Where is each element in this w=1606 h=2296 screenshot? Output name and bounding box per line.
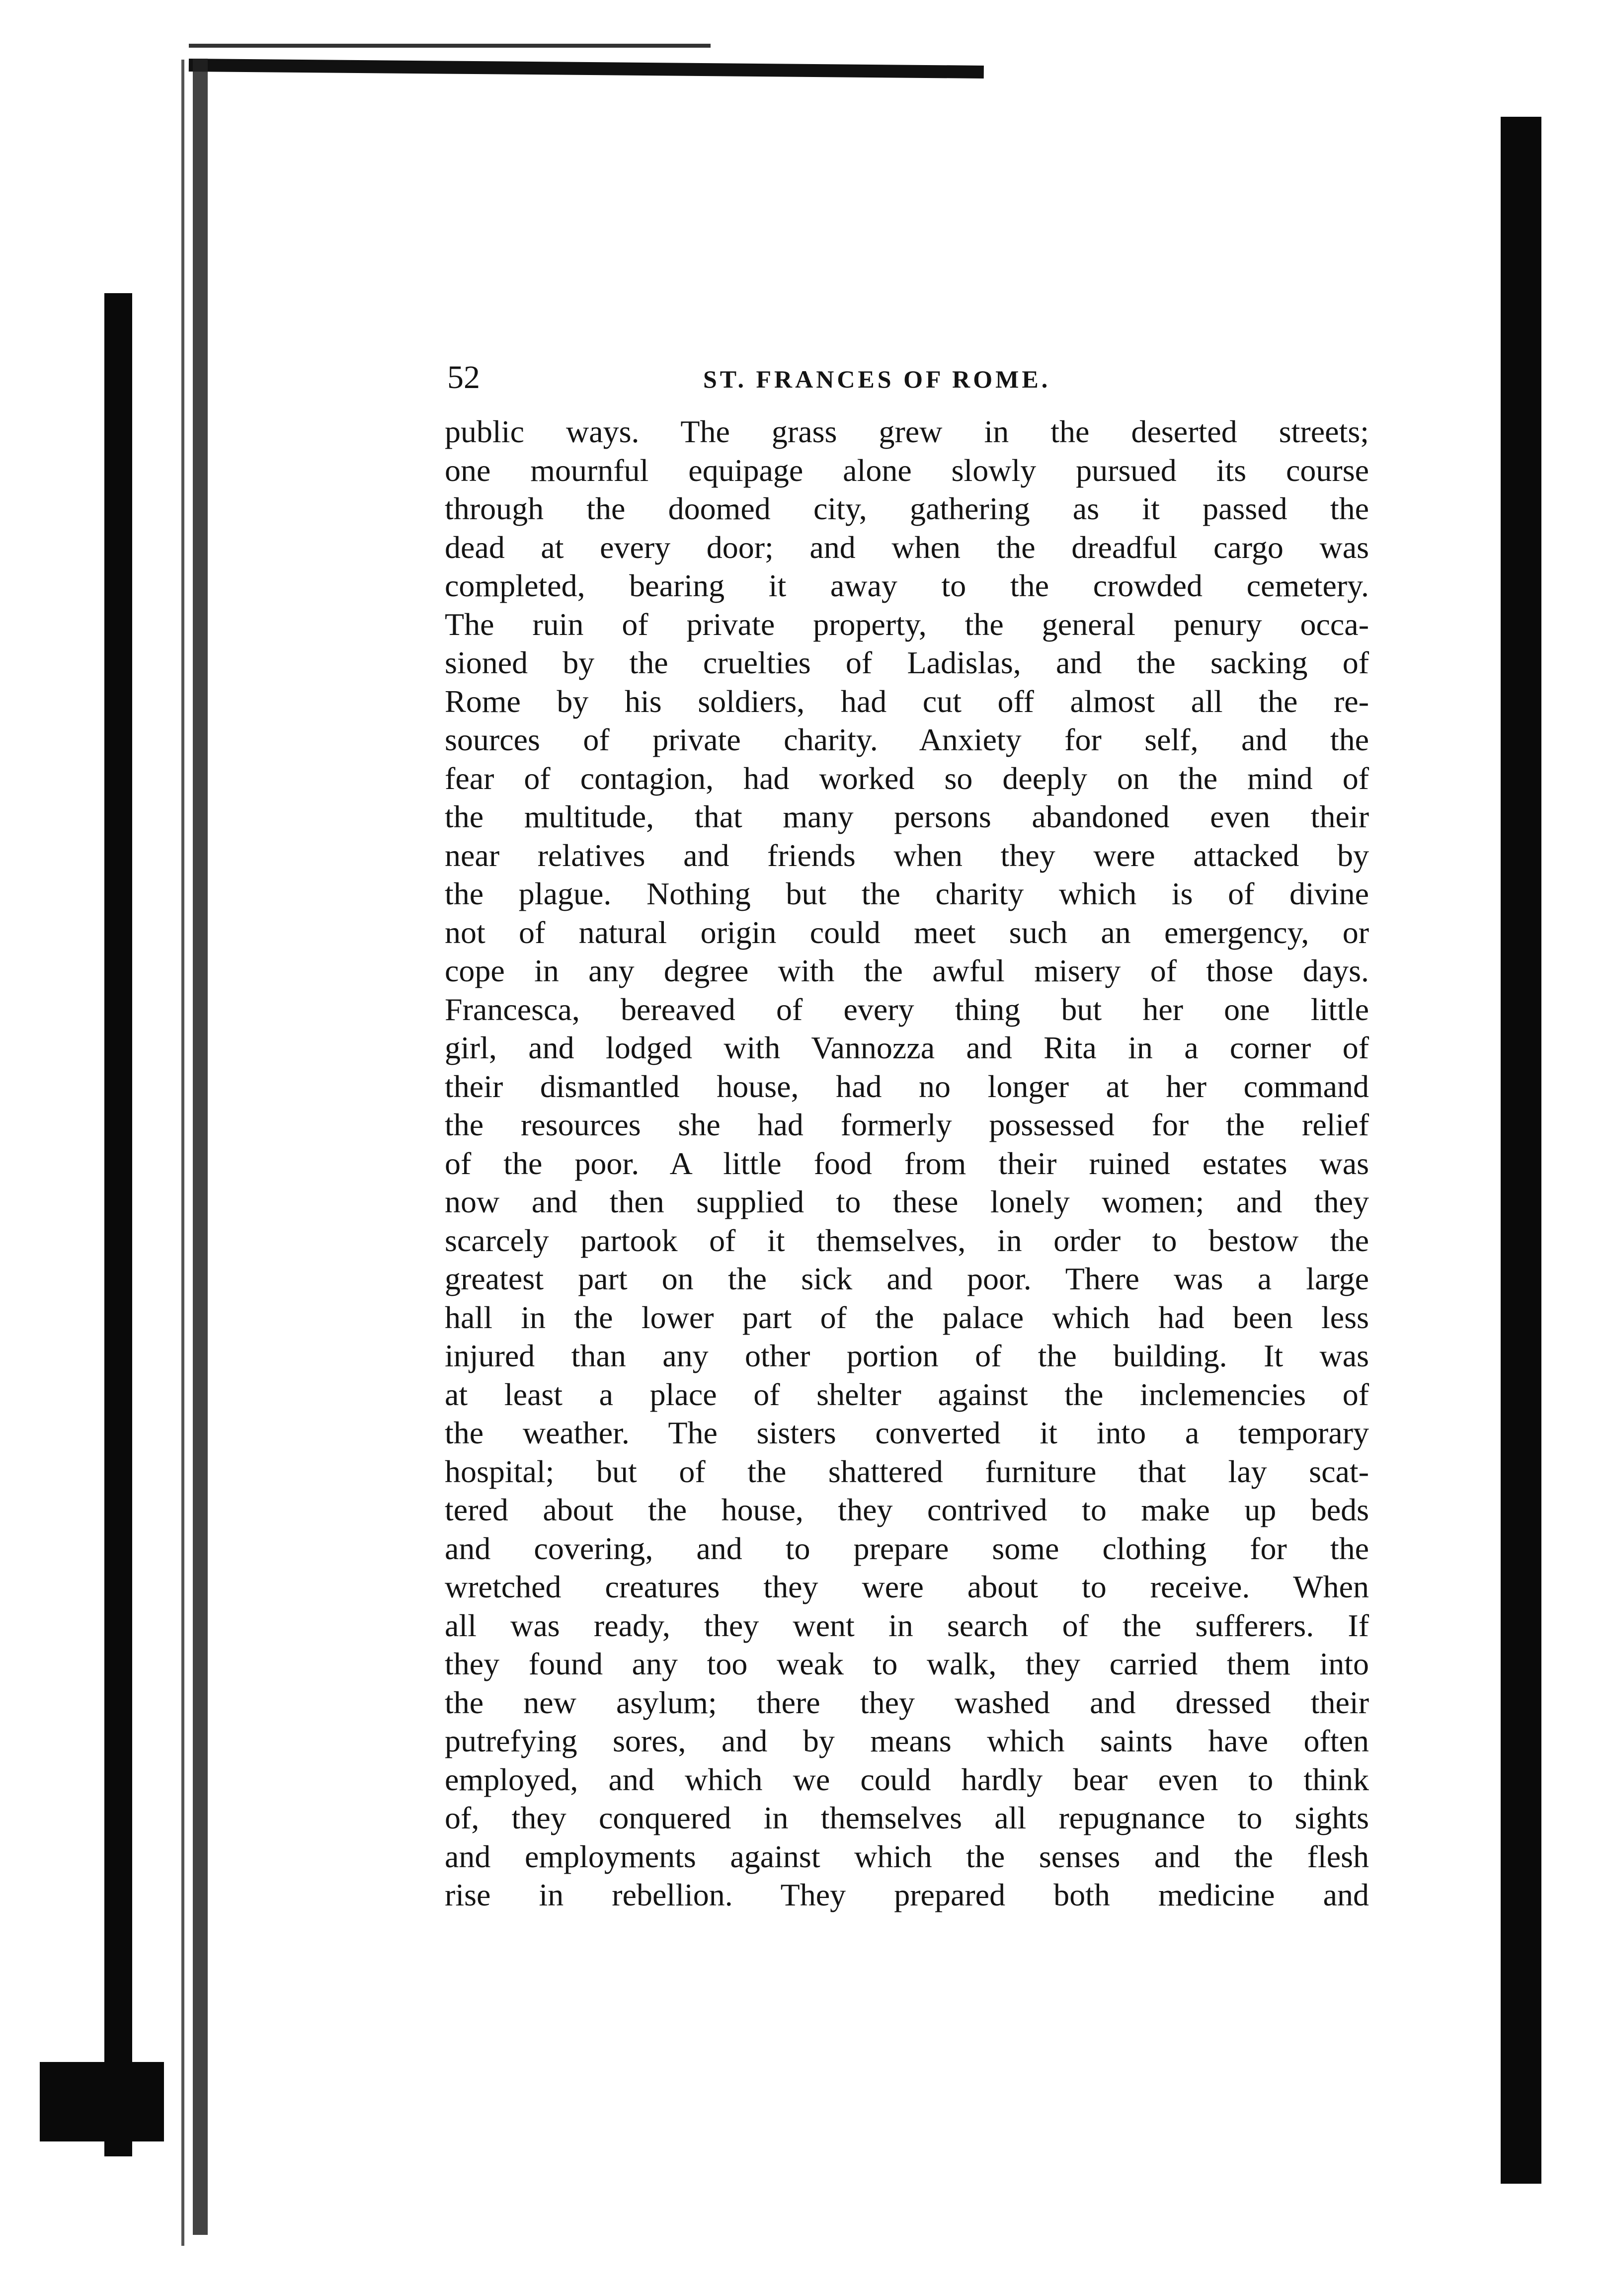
text-line: and covering, and to prepare some clothing for the bbox=[445, 1530, 1369, 1566]
text-line: completed, bearing it away to the crowded cemetery. bbox=[445, 568, 1369, 603]
text-line: Francesca, bereaved of every thing but her one little bbox=[445, 991, 1369, 1027]
text-line: sources of private charity. Anxiety for self, and the bbox=[445, 722, 1369, 757]
text-line: the plague. Nothing but the charity which is of divine bbox=[445, 876, 1369, 911]
text-line: they found any too weak to walk, they carried them into bbox=[445, 1646, 1369, 1681]
text-line: Rome by his soldiers, had cut off almost all the re- bbox=[445, 683, 1369, 719]
scan-left-margin-bar bbox=[104, 293, 132, 2156]
text-line: girl, and lodged with Vannozza and Rita in a corner of bbox=[445, 1030, 1369, 1065]
text-line: scarcely partook of it themselves, in order to bestow the bbox=[445, 1222, 1369, 1258]
text-line: rise in rebellion. They prepared both medicine and bbox=[445, 1877, 1369, 1912]
text-line: not of natural origin could meet such an emergency, or bbox=[445, 914, 1369, 950]
text-line: greatest part on the sick and poor. There was a large bbox=[445, 1261, 1369, 1296]
text-line: tered about the house, they contrived to make up beds bbox=[445, 1492, 1369, 1527]
text-line: employed, and which we could hardly bear even to think bbox=[445, 1761, 1369, 1797]
body-text bbox=[445, 412, 1369, 1914]
text-line: hall in the lower part of the palace which had been less bbox=[445, 1299, 1369, 1335]
text-line: their dismantled house, had no longer at her command bbox=[445, 1068, 1369, 1104]
text-line: fear of contagion, had worked so deeply on the mind of bbox=[445, 760, 1369, 796]
text-line: wretched creatures they were about to receive. When bbox=[445, 1569, 1369, 1604]
text-line: the resources she had formerly possessed for the relief bbox=[445, 1107, 1369, 1142]
scan-right-margin-bar bbox=[1501, 117, 1541, 2184]
text-line: all was ready, they went in search of the sufferers. If bbox=[445, 1607, 1369, 1643]
text-line: of, they conquered in themselves all repugnance to sights bbox=[445, 1800, 1369, 1835]
text-line: cope in any degree with the awful misery of those days. bbox=[445, 953, 1369, 988]
text-line: through the doomed city, gathering as it passed the bbox=[445, 491, 1369, 526]
text-line: dead at every door; and when the dreadful cargo was bbox=[445, 529, 1369, 565]
text-line: public ways. The grass grew in the deserted streets; bbox=[445, 414, 1369, 449]
text-line: and employments against which the senses and the flesh bbox=[445, 1838, 1369, 1874]
book-page bbox=[445, 358, 1369, 1914]
scan-edge-rule bbox=[189, 44, 711, 48]
text-line: The ruin of private property, the general penury occa- bbox=[445, 606, 1369, 642]
text-line: putrefying sores, and by means which saints have often bbox=[445, 1723, 1369, 1758]
text-line: hospital; but of the shattered furniture that lay scat- bbox=[445, 1453, 1369, 1489]
text-line: one mournful equipage alone slowly pursued its course bbox=[445, 452, 1369, 488]
text-line: sioned by the cruelties of Ladislas, and the sacking of bbox=[445, 645, 1369, 680]
scan-page-edge-line bbox=[181, 60, 184, 2246]
text-line: the new asylum; there they washed and dressed their bbox=[445, 1684, 1369, 1720]
text-line: the multitude, that many persons abandoned even their bbox=[445, 799, 1369, 834]
text-line: now and then supplied to these lonely women; and they bbox=[445, 1184, 1369, 1219]
text-line: the weather. The sisters converted it into a temporary bbox=[445, 1415, 1369, 1450]
scan-page-spine-shadow bbox=[193, 59, 208, 2235]
scan-left-bottom-block bbox=[40, 2062, 164, 2141]
text-line: of the poor. A little food from their ruined estates was bbox=[445, 1145, 1369, 1181]
text-line: near relatives and friends when they were attacked by bbox=[445, 837, 1369, 873]
page-number: 52 bbox=[447, 359, 480, 396]
running-head bbox=[445, 358, 1369, 412]
running-title: ST. FRANCES OF ROME. bbox=[703, 365, 1051, 393]
text-line: at least a place of shelter against the inclemencies of bbox=[445, 1376, 1369, 1412]
scan-top-border bbox=[189, 59, 984, 79]
text-line: injured than any other portion of the building. It was bbox=[445, 1338, 1369, 1373]
